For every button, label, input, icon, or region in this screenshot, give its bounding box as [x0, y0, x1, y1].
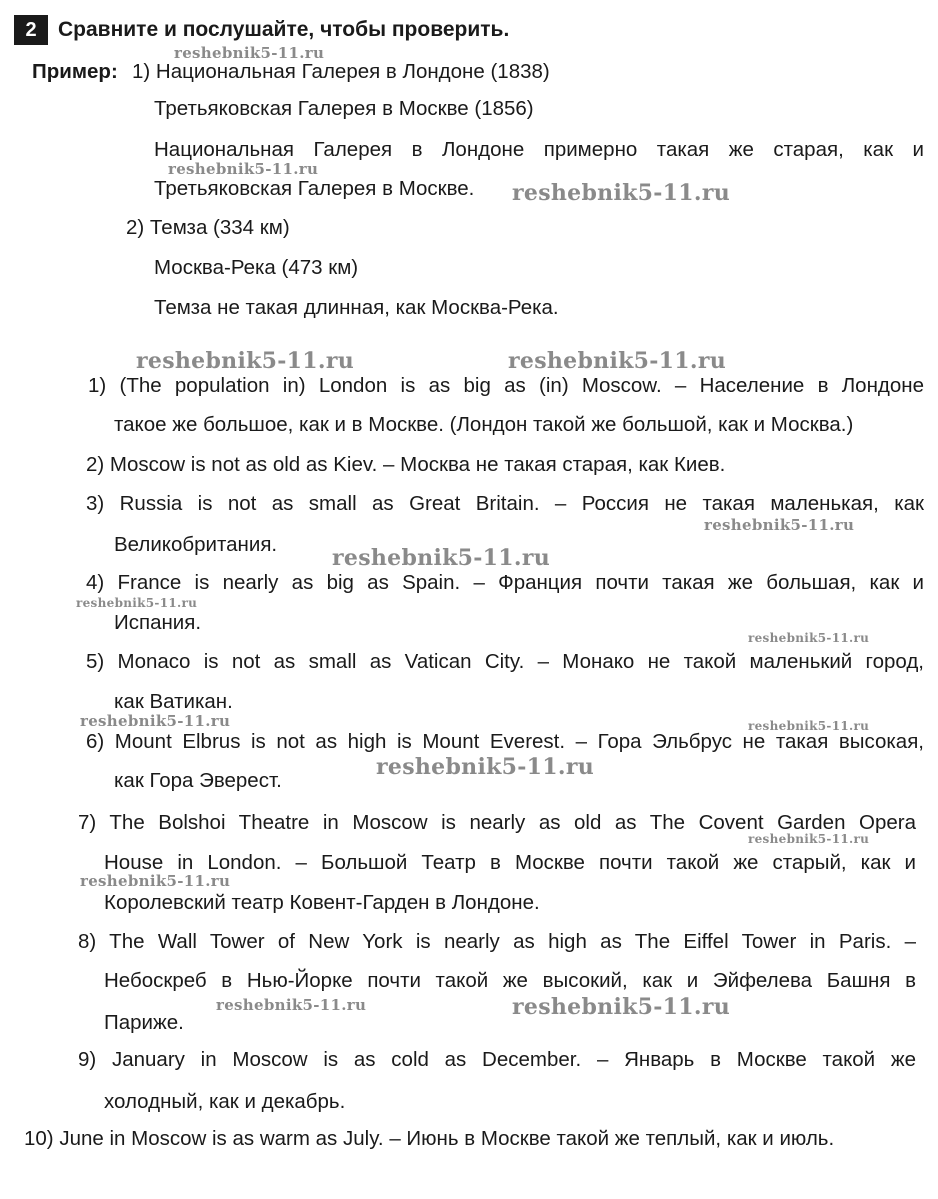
answer-line: 3) Russia is not as small as Great Britain. – Россия не такая маленькая, как: [86, 492, 924, 515]
watermark: reshebnik5-11.ru: [748, 631, 870, 645]
answer-line: 9) January in Moscow is as cold as December. – Январь в Москве такой же: [78, 1048, 916, 1071]
answer-line: 7) The Bolshoi Theatre in Moscow is nearly as old as The Covent Garden Opera: [78, 811, 916, 834]
watermark: reshebnik5-11.ru: [174, 44, 325, 62]
watermark: reshebnik5-11.ru: [748, 719, 870, 733]
exercise-title: Сравните и послушайте, чтобы проверить.: [58, 18, 510, 41]
answer-line: такое же большое, как и в Москве. (Лондон такой же большой, как и Москва.): [114, 413, 854, 436]
watermark: reshebnik5-11.ru: [80, 872, 231, 890]
answer-line: холодный, как и декабрь.: [104, 1090, 346, 1113]
answer-line: 4) France is nearly as big as Spain. – Франция почти такая же большая, как и: [86, 571, 924, 594]
watermark: reshebnik5-11.ru: [136, 348, 355, 374]
watermark: reshebnik5-11.ru: [704, 516, 855, 534]
watermark: reshebnik5-11.ru: [512, 180, 731, 206]
example-line: Третьяковская Галерея в Москве.: [154, 177, 475, 200]
watermark: reshebnik5-11.ru: [376, 754, 595, 780]
watermark: reshebnik5-11.ru: [80, 712, 231, 730]
example-line: Темза не такая длинная, как Москва-Река.: [154, 296, 559, 319]
watermark: reshebnik5-11.ru: [512, 994, 731, 1020]
watermark: reshebnik5-11.ru: [508, 348, 727, 374]
answer-line: 1) (The population in) London is as big as (in) Moscow. – Население в Лондоне: [88, 374, 924, 397]
answer-line: House in London. – Большой Театр в Москве почти такой же старый, как и: [104, 851, 916, 874]
answer-line: 8) The Wall Tower of New York is nearly as high as The Eiffel Tower in Paris. –: [78, 930, 916, 953]
answer-line: Великобритания.: [114, 533, 278, 556]
answer-line: Королевский театр Ковент-Гарден в Лондоне.: [104, 891, 540, 914]
example-line: 2) Темза (334 км): [126, 216, 290, 239]
example-line: 1) Национальная Галерея в Лондоне (1838): [132, 60, 550, 83]
answer-line: Париже.: [104, 1011, 184, 1034]
watermark: reshebnik5-11.ru: [216, 996, 367, 1014]
answer-line: 5) Monaco is not as small as Vatican City. – Монако не такой маленький город,: [86, 650, 924, 673]
example-line: Третьяковская Галерея в Москве (1856): [154, 97, 534, 120]
answer-line: как Ватикан.: [114, 690, 233, 713]
example-label: Пример:: [32, 60, 118, 83]
answer-line: 6) Mount Elbrus is not as high is Mount Everest. – Гора Эльбрус не такая высокая,: [86, 730, 924, 753]
example-line: Национальная Галерея в Лондоне примерно такая же старая, как и: [154, 138, 924, 161]
watermark: reshebnik5-11.ru: [332, 545, 551, 571]
watermark: reshebnik5-11.ru: [168, 160, 319, 178]
answer-line: Небоскреб в Нью-Йорке почти такой же высокий, как и Эйфелева Башня в: [104, 969, 916, 992]
watermark: reshebnik5-11.ru: [76, 596, 198, 610]
watermark: reshebnik5-11.ru: [748, 832, 870, 846]
answer-line: как Гора Эверест.: [114, 769, 282, 792]
exercise-number-badge: 2: [14, 15, 48, 45]
answer-line: Испания.: [114, 611, 202, 634]
answer-line: 10) June in Moscow is as warm as July. – Июнь в Москве такой же теплый, как и июль.: [24, 1127, 835, 1150]
answer-line: 2) Moscow is not as old as Kiev. – Москва не такая старая, как Киев.: [86, 453, 726, 476]
example-line: Москва-Река (473 км): [154, 256, 359, 279]
